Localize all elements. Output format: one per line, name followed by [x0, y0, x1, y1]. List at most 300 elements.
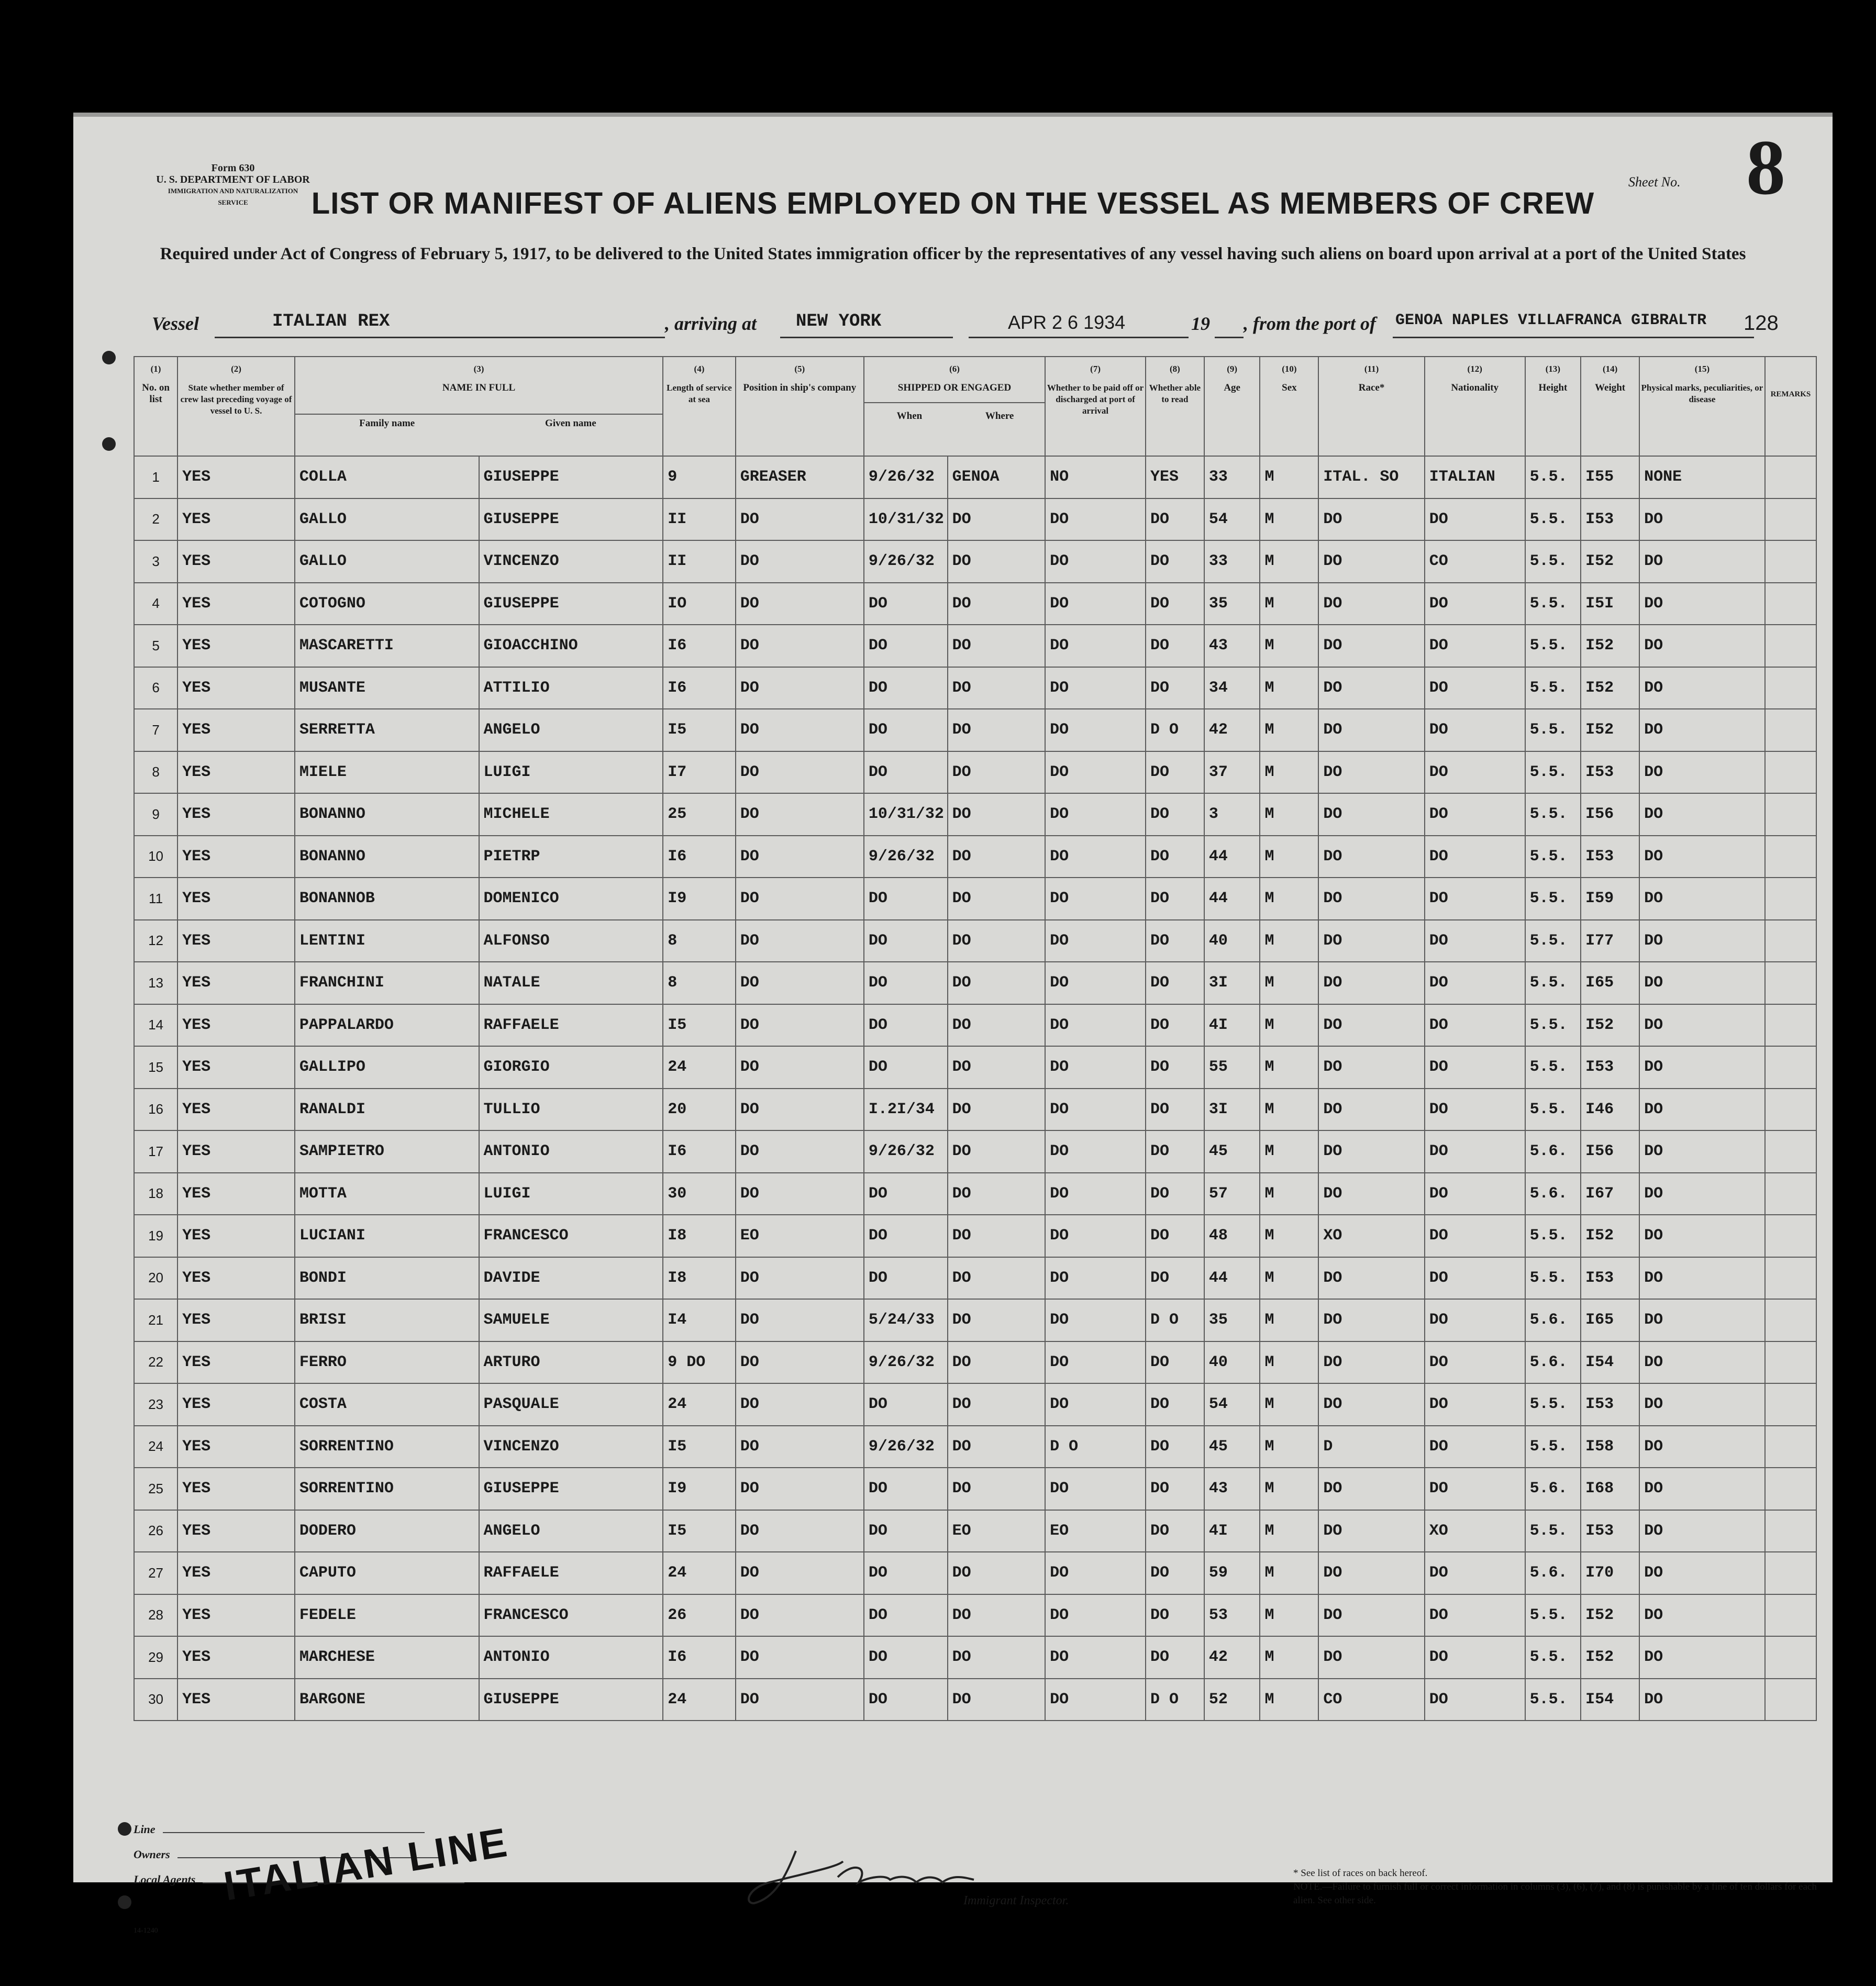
height-cell: 5.5.	[1525, 1089, 1581, 1131]
nationality-cell: XO	[1425, 1510, 1525, 1552]
remarks-cell	[1765, 1004, 1816, 1047]
able-to-read-cell: DO	[1146, 1004, 1204, 1047]
able-to-read-cell: DO	[1146, 1215, 1204, 1257]
row-number: 22	[134, 1341, 177, 1384]
given-name-cell: ALFONSO	[479, 920, 663, 962]
given-name-cell: ANGELO	[479, 1510, 663, 1552]
weight-cell: I52	[1581, 1215, 1639, 1257]
race-cell: DO	[1318, 836, 1424, 878]
given-name-cell: FRANCESCO	[479, 1594, 663, 1637]
able-to-read-cell: DO	[1146, 1257, 1204, 1300]
age-cell: 54	[1204, 1383, 1260, 1426]
shipped-when-cell: 9/26/32	[864, 836, 948, 878]
age-cell: 43	[1204, 1468, 1260, 1510]
physical-marks-cell: DO	[1639, 1004, 1765, 1047]
race-cell: DO	[1318, 1636, 1424, 1679]
year-underline	[1215, 337, 1244, 338]
able-to-read-cell: DO	[1146, 920, 1204, 962]
age-cell: 40	[1204, 1341, 1260, 1384]
service-length-cell: I9	[663, 878, 736, 920]
date-underline	[969, 337, 1189, 338]
able-to-read-cell: DO	[1146, 1130, 1204, 1173]
race-cell: D	[1318, 1426, 1424, 1468]
row-number: 6	[134, 667, 177, 709]
weight-cell: I52	[1581, 667, 1639, 709]
remarks-cell	[1765, 625, 1816, 667]
race-cell: XO	[1318, 1215, 1424, 1257]
age-cell: 35	[1204, 583, 1260, 625]
col-paid-off-header: (7) Whether to be paid off or discharged at port of arrival	[1045, 357, 1146, 456]
physical-marks-cell: DO	[1639, 1299, 1765, 1341]
shipped-where-cell: GENOA	[948, 456, 1046, 498]
physical-marks-cell: DO	[1639, 1636, 1765, 1679]
weight-cell: I52	[1581, 1004, 1639, 1047]
position-cell: DO	[736, 878, 864, 920]
age-cell: 53	[1204, 1594, 1260, 1637]
row-number: 30	[134, 1679, 177, 1721]
position-cell: DO	[736, 1257, 864, 1300]
position-cell: DO	[736, 920, 864, 962]
when-subheader: When	[896, 410, 923, 421]
sex-cell: M	[1260, 583, 1318, 625]
sex-cell: M	[1260, 1383, 1318, 1426]
service-length-cell: 26	[663, 1594, 736, 1637]
shipped-when-cell: DO	[864, 962, 948, 1004]
col-position-header: (5) Position in ship's company	[736, 357, 864, 456]
sex-cell: M	[1260, 878, 1318, 920]
nationality-cell: DO	[1425, 1257, 1525, 1300]
able-to-read-cell: DO	[1146, 1341, 1204, 1384]
physical-marks-cell: DO	[1639, 1510, 1765, 1552]
prev-voyage-cell: YES	[177, 1215, 295, 1257]
height-cell: 5.6.	[1525, 1173, 1581, 1215]
shipped-where-cell: DO	[948, 1004, 1046, 1047]
family-name-cell: MARCHESE	[295, 1636, 479, 1679]
nationality-cell: DO	[1425, 1341, 1525, 1384]
weight-cell: I54	[1581, 1341, 1639, 1384]
remarks-cell	[1765, 1383, 1816, 1426]
able-to-read-cell: DO	[1146, 540, 1204, 583]
year-label: 19	[1191, 313, 1210, 334]
shipped-when-cell: DO	[864, 583, 948, 625]
able-to-read-cell: DO	[1146, 1510, 1204, 1552]
row-number: 27	[134, 1552, 177, 1594]
remarks-cell	[1765, 1426, 1816, 1468]
shipped-where-cell: DO	[948, 625, 1046, 667]
position-cell: DO	[736, 1046, 864, 1089]
height-cell: 5.5.	[1525, 836, 1581, 878]
table-row	[134, 1468, 1816, 1510]
paid-off-cell: DO	[1045, 1299, 1146, 1341]
weight-cell: I56	[1581, 1130, 1639, 1173]
height-cell: 5.5.	[1525, 625, 1581, 667]
height-cell: 5.5.	[1525, 878, 1581, 920]
service-length-cell: 8	[663, 962, 736, 1004]
able-to-read-cell: DO	[1146, 1383, 1204, 1426]
age-cell: 44	[1204, 836, 1260, 878]
race-cell: DO	[1318, 1383, 1424, 1426]
service-name: IMMIGRATION AND NATURALIZATION SERVICE	[168, 187, 298, 206]
shipped-when-cell: DO	[864, 878, 948, 920]
position-cell: DO	[736, 962, 864, 1004]
family-name-cell: FERRO	[295, 1341, 479, 1384]
family-name-cell: PAPPALARDO	[295, 1004, 479, 1047]
nationality-cell: DO	[1425, 1046, 1525, 1089]
service-length-cell: 9	[663, 456, 736, 498]
age-cell: 48	[1204, 1215, 1260, 1257]
remarks-cell	[1765, 1679, 1816, 1721]
row-number: 29	[134, 1636, 177, 1679]
shipped-where-cell: DO	[948, 498, 1046, 541]
row-number: 25	[134, 1468, 177, 1510]
arrival-underline	[780, 337, 953, 338]
prev-voyage-cell: YES	[177, 1341, 295, 1384]
height-cell: 5.5.	[1525, 1257, 1581, 1300]
nationality-cell: DO	[1425, 583, 1525, 625]
shipped-when-cell: DO	[864, 1383, 948, 1426]
table-row	[134, 498, 1816, 541]
height-cell: 5.5.	[1525, 583, 1581, 625]
physical-marks-cell: DO	[1639, 1046, 1765, 1089]
owners-field: Owners	[134, 1842, 464, 1867]
position-cell: DO	[736, 1510, 864, 1552]
age-cell: 33	[1204, 456, 1260, 498]
prev-voyage-cell: YES	[177, 456, 295, 498]
shipped-when-cell: DO	[864, 1679, 948, 1721]
paid-off-cell: DO	[1045, 1679, 1146, 1721]
table-row	[134, 793, 1816, 836]
physical-marks-cell: DO	[1639, 625, 1765, 667]
position-cell: DO	[736, 1468, 864, 1510]
able-to-read-cell: DO	[1146, 1468, 1204, 1510]
age-cell: 59	[1204, 1552, 1260, 1594]
shipped-when-cell: DO	[864, 1510, 948, 1552]
sex-cell: M	[1260, 1046, 1318, 1089]
row-number: 4	[134, 583, 177, 625]
table-row	[134, 1679, 1816, 1721]
weight-cell: I53	[1581, 1257, 1639, 1300]
physical-marks-cell: DO	[1639, 1215, 1765, 1257]
shipped-where-cell: DO	[948, 1089, 1046, 1131]
col-shipped-header: (6) SHIPPED OR ENGAGED When Where	[864, 357, 1045, 456]
height-cell: 5.5.	[1525, 540, 1581, 583]
row-number: 13	[134, 962, 177, 1004]
prev-voyage-cell: YES	[177, 1510, 295, 1552]
prev-voyage-cell: YES	[177, 793, 295, 836]
weight-cell: I5I	[1581, 583, 1639, 625]
paid-off-cell: DO	[1045, 1468, 1146, 1510]
service-length-cell: I5	[663, 709, 736, 751]
sex-cell: M	[1260, 751, 1318, 794]
nationality-cell: DO	[1425, 1552, 1525, 1594]
given-name-cell: DAVIDE	[479, 1257, 663, 1300]
row-number: 5	[134, 625, 177, 667]
weight-cell: I68	[1581, 1468, 1639, 1510]
family-name-cell: BARGONE	[295, 1679, 479, 1721]
table-row	[134, 836, 1816, 878]
race-cell: DO	[1318, 583, 1424, 625]
prev-voyage-cell: YES	[177, 1426, 295, 1468]
age-cell: 37	[1204, 751, 1260, 794]
family-name-cell: SERRETTA	[295, 709, 479, 751]
shipped-when-cell: 9/26/32	[864, 1341, 948, 1384]
prev-voyage-cell: YES	[177, 920, 295, 962]
position-cell: DO	[736, 793, 864, 836]
sex-cell: M	[1260, 625, 1318, 667]
vessel-line	[152, 312, 1775, 343]
position-cell: DO	[736, 1173, 864, 1215]
height-cell: 5.5.	[1525, 1383, 1581, 1426]
sex-cell: M	[1260, 1679, 1318, 1721]
sex-cell: M	[1260, 1173, 1318, 1215]
col-remarks-header: REMARKS	[1765, 357, 1816, 456]
table-row	[134, 1510, 1816, 1552]
position-cell: DO	[736, 1341, 864, 1384]
nationality-cell: DO	[1425, 1215, 1525, 1257]
table-row	[134, 878, 1816, 920]
service-length-cell: 9 DO	[663, 1341, 736, 1384]
height-cell: 5.6.	[1525, 1130, 1581, 1173]
crew-manifest-table	[134, 356, 1817, 1721]
family-name-cell: CAPUTO	[295, 1552, 479, 1594]
height-cell: 5.5.	[1525, 667, 1581, 709]
departure-ports: GENOA NAPLES VILLAFRANCA GIBRALTR	[1395, 312, 1707, 329]
paid-off-cell: DO	[1045, 1130, 1146, 1173]
paid-off-cell: DO	[1045, 920, 1146, 962]
col-sex-header: (10) Sex	[1260, 357, 1318, 456]
prev-voyage-cell: YES	[177, 1173, 295, 1215]
table-row	[134, 709, 1816, 751]
prev-voyage-cell: YES	[177, 625, 295, 667]
physical-marks-cell: DO	[1639, 920, 1765, 962]
remarks-cell	[1765, 920, 1816, 962]
nationality-cell: DO	[1425, 962, 1525, 1004]
shipped-when-cell: I.2I/34	[864, 1089, 948, 1131]
paid-off-cell: DO	[1045, 1046, 1146, 1089]
weight-cell: I52	[1581, 625, 1639, 667]
col-weight-header: (14) Weight	[1581, 357, 1639, 456]
position-cell: DO	[736, 540, 864, 583]
sex-cell: M	[1260, 1552, 1318, 1594]
height-cell: 5.5.	[1525, 962, 1581, 1004]
prev-voyage-cell: YES	[177, 1468, 295, 1510]
height-cell: 5.6.	[1525, 1468, 1581, 1510]
nationality-cell: DO	[1425, 1594, 1525, 1637]
position-cell: DO	[736, 1636, 864, 1679]
shipped-when-cell: DO	[864, 920, 948, 962]
family-name-cell: MASCARETTI	[295, 625, 479, 667]
given-name-cell: GIUSEPPE	[479, 456, 663, 498]
sex-cell: M	[1260, 1257, 1318, 1300]
age-cell: 44	[1204, 878, 1260, 920]
weight-cell: I65	[1581, 1299, 1639, 1341]
paid-off-cell: DO	[1045, 1089, 1146, 1131]
weight-cell: I55	[1581, 456, 1639, 498]
col-name-header: (3) NAME IN FULL Family name Given name	[295, 357, 663, 456]
prev-voyage-cell: YES	[177, 709, 295, 751]
weight-cell: I54	[1581, 1679, 1639, 1721]
physical-marks-cell: DO	[1639, 709, 1765, 751]
weight-cell: I46	[1581, 1089, 1639, 1131]
family-name-cell: GALLIPO	[295, 1046, 479, 1089]
service-length-cell: 30	[663, 1173, 736, 1215]
table-header-row	[134, 357, 1816, 456]
row-number: 15	[134, 1046, 177, 1089]
weight-cell: I53	[1581, 1046, 1639, 1089]
sex-cell: M	[1260, 456, 1318, 498]
shipped-where-cell: DO	[948, 920, 1046, 962]
able-to-read-cell: D O	[1146, 709, 1204, 751]
height-cell: 5.5.	[1525, 709, 1581, 751]
family-name-cell: MOTTA	[295, 1173, 479, 1215]
paid-off-cell: DO	[1045, 1383, 1146, 1426]
remarks-cell	[1765, 540, 1816, 583]
physical-marks-cell: DO	[1639, 1468, 1765, 1510]
page-number: 128	[1744, 312, 1779, 335]
race-cell: DO	[1318, 1594, 1424, 1637]
shipped-when-cell: DO	[864, 1004, 948, 1047]
service-length-cell: I4	[663, 1299, 736, 1341]
nationality-cell: DO	[1425, 1383, 1525, 1426]
sex-cell: M	[1260, 667, 1318, 709]
table-body	[134, 456, 1816, 1721]
position-cell: DO	[736, 1089, 864, 1131]
shipped-when-cell: DO	[864, 1636, 948, 1679]
penalty-note: NOTE.—Failure to furnish full or correct information in columns (3), (6), (7), and (8) is punishable by a fine of ten dollars for each alien. See other side.	[1293, 1881, 1817, 1906]
able-to-read-cell: DO	[1146, 667, 1204, 709]
height-cell: 5.6.	[1525, 1341, 1581, 1384]
weight-cell: I65	[1581, 962, 1639, 1004]
shipped-where-cell: DO	[948, 1383, 1046, 1426]
given-name-cell: GIUSEPPE	[479, 583, 663, 625]
col-read-header: (8) Whether able to read	[1146, 357, 1204, 456]
age-cell: 4I	[1204, 1004, 1260, 1047]
shipped-when-cell: DO	[864, 1594, 948, 1637]
row-number: 8	[134, 751, 177, 794]
height-cell: 5.5.	[1525, 1215, 1581, 1257]
table-row	[134, 751, 1816, 794]
table-row	[134, 1299, 1816, 1341]
physical-marks-cell: DO	[1639, 836, 1765, 878]
shipped-where-cell: DO	[948, 1552, 1046, 1594]
age-cell: 57	[1204, 1173, 1260, 1215]
row-number: 26	[134, 1510, 177, 1552]
binder-hole	[118, 1895, 131, 1909]
remarks-cell	[1765, 1510, 1816, 1552]
height-cell: 5.5.	[1525, 920, 1581, 962]
nationality-cell: DO	[1425, 709, 1525, 751]
given-name-cell: GIUSEPPE	[479, 498, 663, 541]
sex-cell: M	[1260, 540, 1318, 583]
paid-off-cell: DO	[1045, 709, 1146, 751]
race-cell: DO	[1318, 709, 1424, 751]
sex-cell: M	[1260, 1004, 1318, 1047]
sex-cell: M	[1260, 1299, 1318, 1341]
row-number: 28	[134, 1594, 177, 1637]
shipped-when-cell: DO	[864, 625, 948, 667]
binder-hole	[102, 351, 116, 364]
age-cell: 42	[1204, 709, 1260, 751]
table-row	[134, 625, 1816, 667]
sex-cell: M	[1260, 793, 1318, 836]
family-name-cell: LENTINI	[295, 920, 479, 962]
race-cell: DO	[1318, 1173, 1424, 1215]
able-to-read-cell: DO	[1146, 498, 1204, 541]
date-stamp: APR 2 6 1934	[1008, 312, 1126, 333]
service-length-cell: 24	[663, 1552, 736, 1594]
remarks-cell	[1765, 751, 1816, 794]
position-cell: GREASER	[736, 456, 864, 498]
physical-marks-cell: DO	[1639, 1173, 1765, 1215]
service-length-cell: I9	[663, 1468, 736, 1510]
position-cell: DO	[736, 1679, 864, 1721]
sex-cell: M	[1260, 1341, 1318, 1384]
sex-cell: M	[1260, 962, 1318, 1004]
physical-marks-cell: DO	[1639, 1552, 1765, 1594]
remarks-cell	[1765, 1299, 1816, 1341]
table-row	[134, 1552, 1816, 1594]
shipped-when-cell: DO	[864, 1046, 948, 1089]
family-name-cell: SORRENTINO	[295, 1426, 479, 1468]
row-number: 3	[134, 540, 177, 583]
sheet-number: 8	[1746, 124, 1785, 211]
age-cell: 3I	[1204, 1089, 1260, 1131]
physical-marks-cell: DO	[1639, 1257, 1765, 1300]
shipped-when-cell: 10/31/32	[864, 498, 948, 541]
given-name-cell: ANTONIO	[479, 1130, 663, 1173]
family-name-cell: GALLO	[295, 540, 479, 583]
service-length-cell: I6	[663, 836, 736, 878]
height-cell: 5.5.	[1525, 1004, 1581, 1047]
service-length-cell: I8	[663, 1257, 736, 1300]
sex-cell: M	[1260, 1426, 1318, 1468]
height-cell: 5.5.	[1525, 1426, 1581, 1468]
height-cell: 5.5.	[1525, 1679, 1581, 1721]
race-cell: DO	[1318, 498, 1424, 541]
remarks-cell	[1765, 1341, 1816, 1384]
from-label: , from the port of	[1244, 313, 1377, 334]
position-cell: DO	[736, 1383, 864, 1426]
vessel-label: Vessel	[152, 313, 199, 334]
race-cell: DO	[1318, 920, 1424, 962]
paid-off-cell: DO	[1045, 498, 1146, 541]
given-name-cell: ARTURO	[479, 1341, 663, 1384]
age-cell: 44	[1204, 1257, 1260, 1300]
age-cell: 45	[1204, 1130, 1260, 1173]
family-name-cell: FEDELE	[295, 1594, 479, 1637]
race-cell: DO	[1318, 878, 1424, 920]
service-length-cell: I7	[663, 751, 736, 794]
physical-marks-cell: DO	[1639, 1426, 1765, 1468]
nationality-cell: DO	[1425, 1679, 1525, 1721]
physical-marks-cell: DO	[1639, 583, 1765, 625]
shipped-where-cell: DO	[948, 793, 1046, 836]
paid-off-cell: DO	[1045, 625, 1146, 667]
remarks-cell	[1765, 583, 1816, 625]
race-cell: DO	[1318, 962, 1424, 1004]
paid-off-cell: DO	[1045, 1552, 1146, 1594]
shipped-where-cell: DO	[948, 540, 1046, 583]
physical-marks-cell: DO	[1639, 540, 1765, 583]
shipped-when-cell: DO	[864, 1552, 948, 1594]
shipped-where-cell: DO	[948, 1299, 1046, 1341]
remarks-cell	[1765, 1552, 1816, 1594]
table-row	[134, 1173, 1816, 1215]
weight-cell: I53	[1581, 498, 1639, 541]
weight-cell: I52	[1581, 540, 1639, 583]
nationality-cell: DO	[1425, 667, 1525, 709]
given-name-cell: ANTONIO	[479, 1636, 663, 1679]
